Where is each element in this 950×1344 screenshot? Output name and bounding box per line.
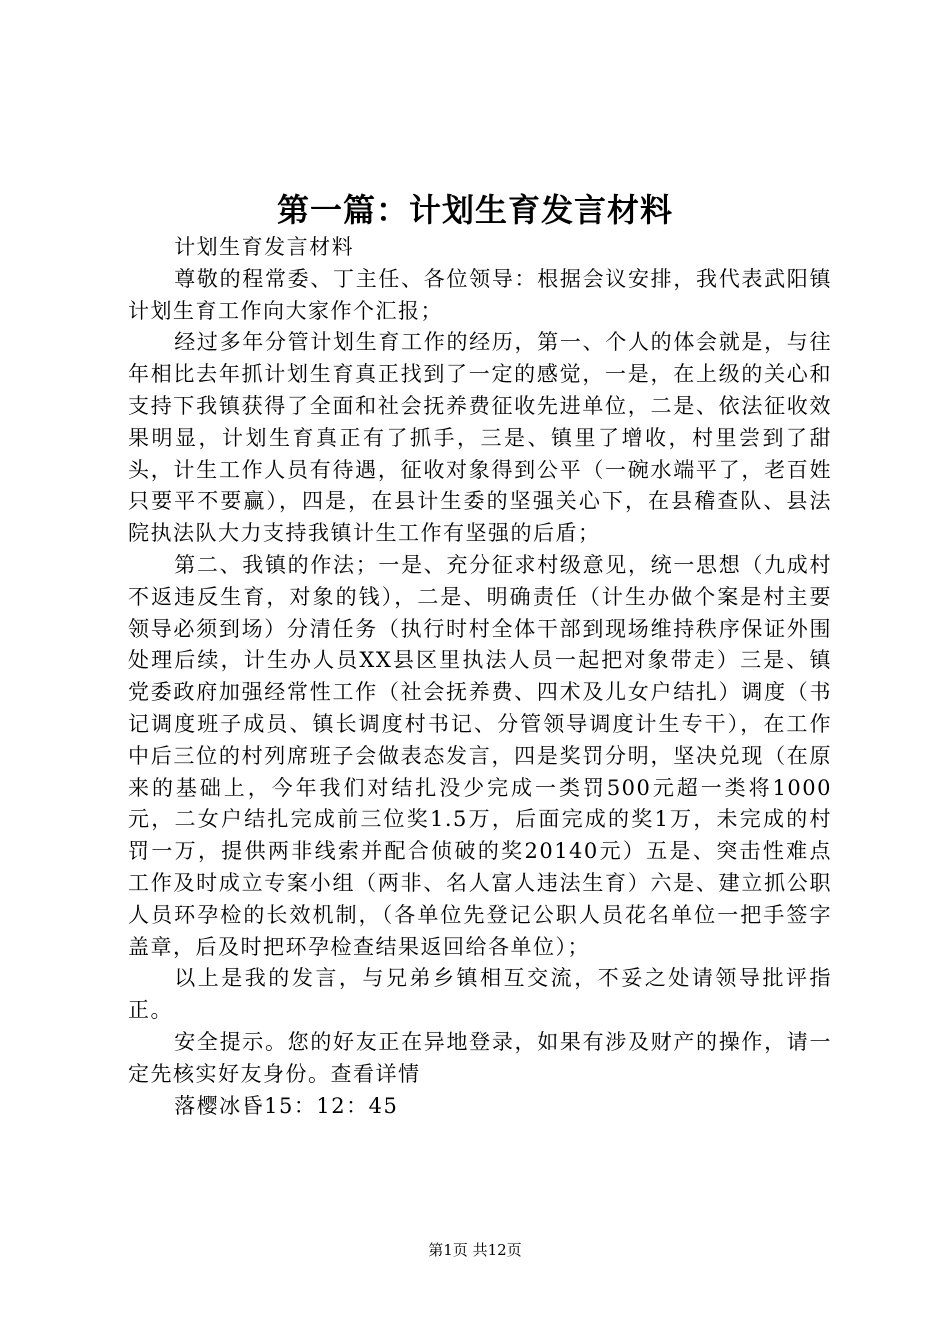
body-paragraph-subtitle: 计划生育发言材料 [174,235,355,259]
body-paragraph-security-notice: 安全提示。您的好友正在异地登录，如果有涉及财产的操作，请一定先核实好友身份。查看详情 [128,1029,832,1086]
document-title: 第一篇：计划生育发言材料 [276,191,673,229]
body-paragraph-timestamp: 落樱冰昏15：12：45 [174,1093,399,1118]
body-paragraph-experience: 经过多年分管计划生育工作的经历，第一、个人的体会就是，与往年相比去年抓计划生育真正找到了一定的感觉，一是，在上级的关心和支持下我镇获得了全面和社会抚养费征收先进单位，二是、依法征收效果明显，计划生育真正有了抓手，三是、镇里了增收，村里尝到了甜头，计生工作人员有待遇，征收对象得到公平（一碗水端平了，老百姓只要平不要赢），四是，在县计生委的坚强关心下，在县稽查队、县法院执法队大力支持我镇计生工作有坚强的后盾； [128,330,832,546]
body-paragraph-greeting: 尊敬的程常委、丁主任、各位领导：根据会议安排，我代表武阳镇计划生育工作向大家作个汇报； [128,266,832,323]
page-footer: 第1页 共12页 [428,1241,522,1259]
document-body [128,232,832,1122]
body-paragraph-closing: 以上是我的发言，与兄弟乡镇相互交流，不妥之处请领导批评指正。 [128,966,832,1023]
body-paragraph-methods: 第二、我镇的作法；一是、充分征求村级意见，统一思想（九成村不返违反生育，对象的钱），二是、明确责任（计生办做个案是村主要领导必须到场）分清任务（执行时村全体干部到现场维持秩序保证外围处理后续，计生办人员XX县区里执法人员一起把对象带走）三是、镇党委政府加强经常性工作（社会抚养费、四术及儿女户结扎）调度（书记调度班子成员、镇长调度村书记、分管领导调度计生专干），在工作中后三位的村列席班子会做表态发言，四是奖罚分明，坚决兑现（在原来的基础上，今年我们对结扎没少完成一类罚500元超一类将1000元，二女户结扎完成前三位奖1.5万，后面完成的奖1万，未完成的村罚一万，提供两非线索并配合侦破的奖20140元）五是、突击性难点工作及时成立专案小组（两非、名人富人违法生育）六是、建立抓公职人员环孕检的长效机制，（各单位先登记公职人员花名单位一把手签字盖章，后及时把环孕检查结果返回给各单位）； [128,552,832,959]
